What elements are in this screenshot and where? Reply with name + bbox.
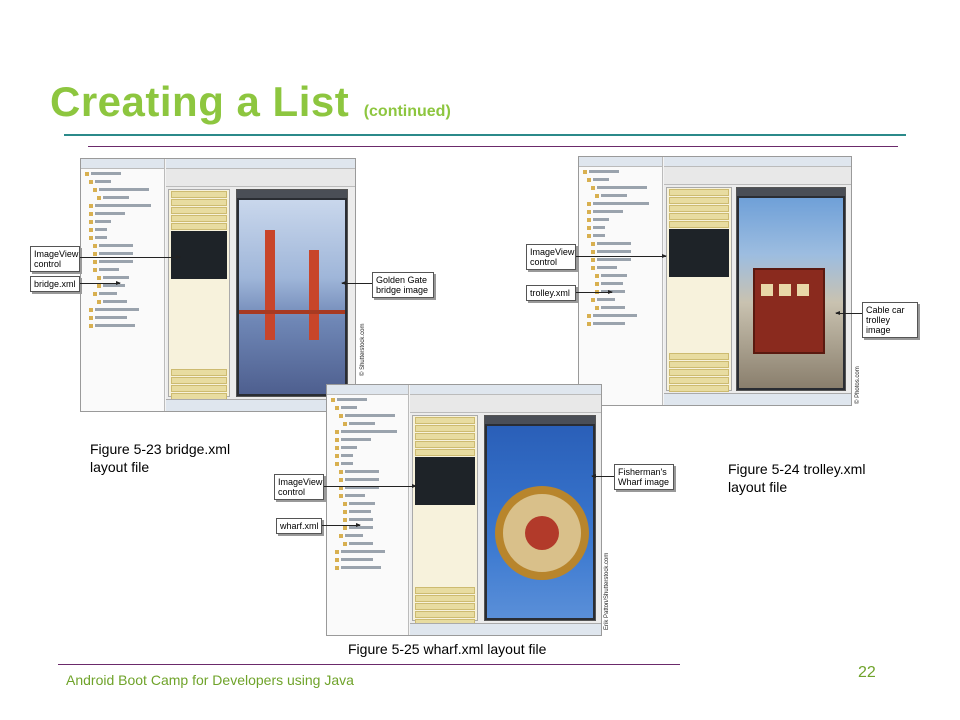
wharf-file-arrow xyxy=(322,525,360,526)
trolley-screenshot xyxy=(578,156,852,406)
bridge-credit: © Shutterstock.com xyxy=(360,323,366,376)
layout-editor xyxy=(166,159,355,411)
wharf-file-callout: wharf.xml xyxy=(276,518,322,534)
trolley-image-arrow xyxy=(836,313,862,314)
golden-gate-photo xyxy=(239,200,345,394)
footer-rule xyxy=(58,664,680,665)
trolley-imageview-callout: ImageView control xyxy=(526,244,576,270)
footer-text: Android Boot Camp for Developers using Java xyxy=(66,672,354,688)
title-sub: (continued) xyxy=(363,103,451,120)
device-preview xyxy=(736,187,846,391)
bridge-image-callout: Golden Gate bridge image xyxy=(372,272,434,298)
trolley-file-arrow xyxy=(576,292,612,293)
bridge-file-arrow xyxy=(80,283,120,284)
bridge-screenshot xyxy=(80,158,356,412)
title-rule-purple xyxy=(88,146,898,147)
wharf-imageview-callout: ImageView control xyxy=(274,474,324,500)
layout-editor xyxy=(410,385,601,635)
figure-5-25-caption: Figure 5-25 wharf.xml layout file xyxy=(348,641,547,657)
palette-panel xyxy=(168,189,230,397)
package-explorer xyxy=(81,159,165,411)
device-preview xyxy=(484,415,596,621)
cable-car-photo xyxy=(739,198,843,388)
device-preview xyxy=(236,189,348,397)
layout-editor xyxy=(664,157,851,405)
fishermans-wharf-photo xyxy=(487,426,593,618)
bridge-image-arrow xyxy=(342,283,372,284)
trolley-image-callout: Cable car trolley image xyxy=(862,302,918,338)
bridge-file-callout: bridge.xml xyxy=(30,276,80,292)
wharf-control-arrow xyxy=(324,486,416,487)
package-explorer xyxy=(327,385,409,635)
trolley-credit: © Photos.com xyxy=(855,366,861,404)
palette-panel xyxy=(412,415,478,621)
slide-title xyxy=(50,78,451,126)
trolley-file-callout: trolley.xml xyxy=(526,285,576,301)
figure-5-24-caption: Figure 5-24 trolley.xml layout file xyxy=(728,461,866,495)
title-main: Creating a List xyxy=(50,78,350,125)
package-explorer xyxy=(579,157,663,405)
figure-5-23-caption: Figure 5-23 bridge.xml layout file xyxy=(90,441,231,475)
trolley-control-arrow xyxy=(576,256,666,257)
wharf-image-callout: Fisherman's Wharf image xyxy=(614,464,674,490)
title-rule-teal xyxy=(64,134,906,136)
palette-panel xyxy=(666,187,732,391)
wharf-image-arrow xyxy=(592,476,614,477)
bridge-imageview-callout: ImageView control xyxy=(30,246,80,272)
page-number: 22 xyxy=(858,664,876,681)
wharf-credit: Erik Patton/Shutterstock.com xyxy=(604,552,610,630)
wharf-screenshot xyxy=(326,384,602,636)
bridge-control-arrow xyxy=(80,257,180,258)
